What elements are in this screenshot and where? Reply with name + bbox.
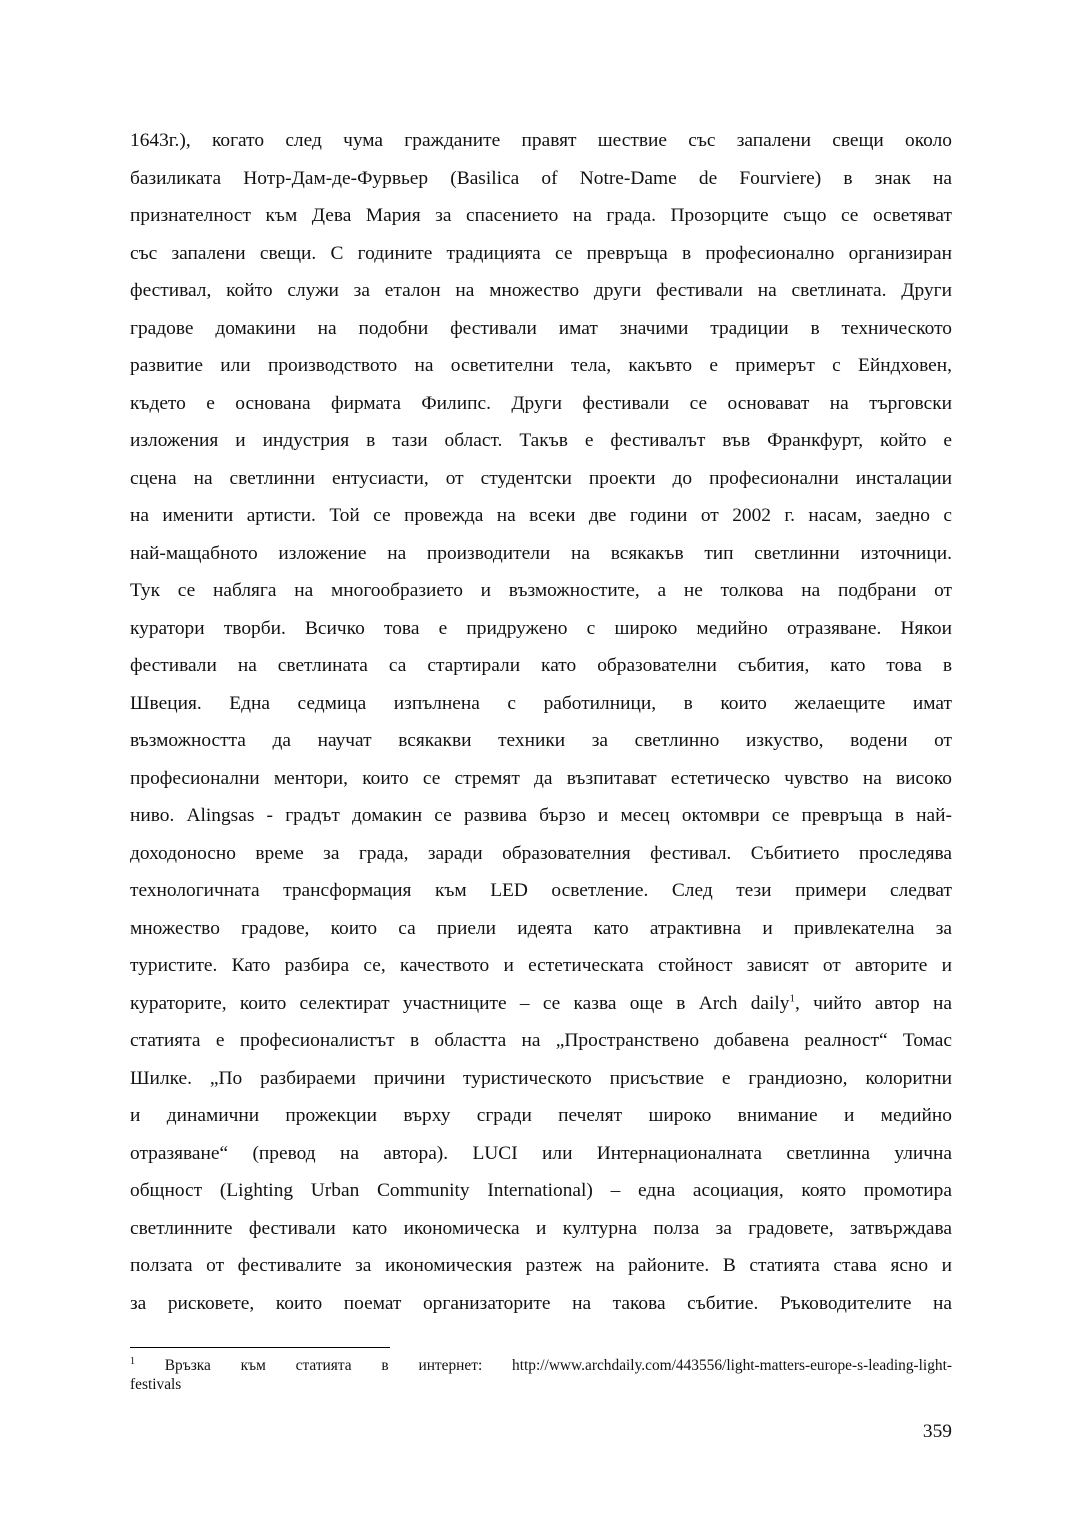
text-line: множество градове, които са приели идеята като атрактивна и привлекателна за [130, 917, 952, 939]
text-line: Шилке. „По разбираеми причини туристическото присъствие е грандиозно, колоритни [130, 1067, 952, 1089]
text-segment: , чийто автор на [795, 992, 952, 1014]
text-line: базиликата Нотр-Дам-де-Фурвьер (Basilica of Notre-Dame de Fourviere) в знак на [130, 167, 952, 189]
text-line: където е основана фирмата Филипс. Други фестивали се основават на търговски [130, 392, 952, 414]
text-line: и динамични прожекции върху сгради печелят широко внимание и медийно [130, 1105, 952, 1126]
text-line: доходоносно време за града, заради образователния фестивал. Събитието проследява [130, 842, 952, 864]
text-line: 1643г.), когато след чума гражданите правят шествие със запалени свещи около [130, 130, 952, 151]
text-line: фестивали на светлината са стартирали като образователни събития, като това в [130, 655, 952, 676]
text-line: статията е професионалистът в областта на „Пространствено добавена реалност“ Томас [130, 1030, 952, 1051]
text-line: ползата от фестивалите за икономическия разтеж на районите. В статията става ясно и [130, 1255, 952, 1276]
text-line: със запалени свещи. С годините традицията се превръща в професионално организиран [130, 242, 952, 264]
text-line: изложения и индустрия в тази област. Такъв е фестивалът във Франкфурт, който е [130, 430, 952, 451]
text-line: най-мащабното изложение на производители на всякакъв тип светлинни източници. [130, 542, 952, 564]
text-line: светлинните фестивали като икономическа и културна полза за градовете, затвърждава [130, 1217, 952, 1239]
text-line: на именити артисти. Той се провежда на всеки две години от 2002 г. насам, заедно с [130, 505, 952, 526]
footnote-line: festivals [130, 1376, 182, 1393]
body-text [130, 122, 952, 1322]
text-line: Швеция. Една седмица изпълнена с работилници, в които желаещите имат [130, 692, 952, 714]
footnote-reference: 1 [789, 992, 796, 1005]
text-segment: кураторите, които селектират участниците – се казва още в Arch daily [130, 992, 790, 1014]
page-number: 359 [922, 1421, 952, 1442]
text-line: признателност към Дева Мария за спасението на града. Прозорците също се осветяват [130, 205, 952, 226]
text-line: фестивал, който служи за еталон на множество други фестивали на светлината. Други [130, 280, 952, 301]
text-line: туристите. Като разбира се, качеството и естетическата стойност зависят от авторите и [130, 955, 952, 976]
text-line: куратори творби. Всичко това е придружено с широко медийно отразяване. Някои [130, 617, 952, 639]
text-line: възможността да научат всякакви техники за светлинно изкуство, водени от [130, 730, 952, 751]
footnote-separator [130, 1347, 390, 1348]
footnote-line [130, 1356, 952, 1375]
text-line: сцена на светлинни ентусиасти, от студентски проекти до професионални инсталации [130, 467, 952, 489]
footnote [130, 1356, 952, 1394]
text-line: отразяване“ (превод на автора). LUCI или Интернационалната светлинна улична [130, 1142, 952, 1164]
text-line: градове домакини на подобни фестивали имат значими традиции в техническото [130, 317, 952, 339]
text-line: технологичната трансформация към LED осветление. След тези примери следват [130, 880, 952, 901]
text-line: за рисковете, които поемат организаторите на такова събитие. Ръководителите на [130, 1292, 952, 1314]
text-line: развитие или производството на осветителни тела, какъвто е примерът с Ейндховен, [130, 355, 952, 376]
text-line: общност (Lighting Urban Community International) – една асоциация, която промотира [130, 1180, 952, 1201]
text-line: професионални ментори, които се стремят да възпитават естетическо чувство на високо [130, 767, 952, 789]
footnote-marker: 1 [130, 1355, 135, 1367]
text-line: Тук се набляга на многообразието и възможностите, а не толкова на подбрани от [130, 580, 952, 601]
text-line: ниво. Alingsas - градът домакин се развива бързо и месец октомври се превръща в най- [130, 805, 952, 826]
text-line-with-footnote-ref [130, 985, 952, 1023]
footnote-text: Връзка към статията в интернет: http://www.archdaily.com/443556/light-matters-europe-s-leading-light- [135, 1357, 952, 1374]
